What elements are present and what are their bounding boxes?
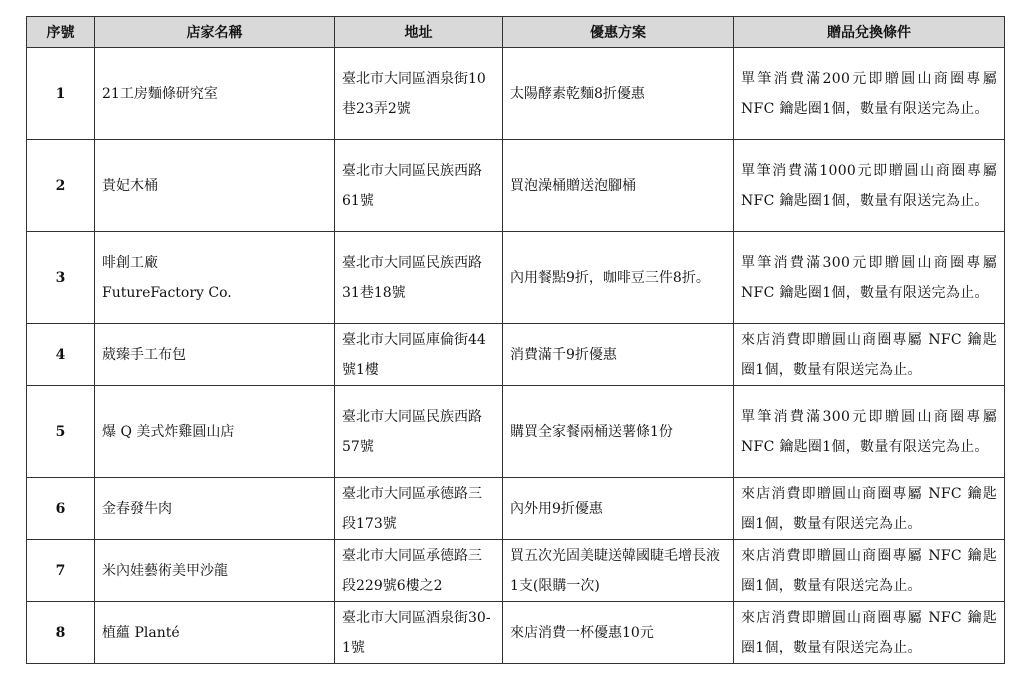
cell-address: 臺北市大同區酒泉街30-1號 [335, 602, 503, 664]
cell-address: 臺北市大同區庫倫街44號1樓 [335, 324, 503, 386]
cell-index: 7 [27, 540, 95, 602]
cell-address: 臺北市大同區承德路三段229號6樓之2 [335, 540, 503, 602]
cell-index: 8 [27, 602, 95, 664]
cell-shop-name: 植蘊 Planté [95, 602, 335, 664]
cell-index: 6 [27, 478, 95, 540]
table-header [27, 17, 1005, 48]
cell-address: 臺北市大同區民族西路61號 [335, 140, 503, 232]
table-row [27, 602, 1005, 664]
cell-redeem-condition: 單筆消費滿300元即贈圓山商圈專屬 NFC 鑰匙圈1個，數量有限送完為止。 [734, 232, 1005, 324]
cell-offer: 太陽酵素乾麵8折優惠 [503, 48, 734, 140]
cell-redeem-condition: 來店消費即贈圓山商圈專屬 NFC 鑰匙圈1個，數量有限送完為止。 [734, 540, 1005, 602]
cell-shop-name [95, 232, 335, 324]
cell-shop-name: 葳臻手工布包 [95, 324, 335, 386]
table-row [27, 232, 1005, 324]
cell-redeem-condition: 來店消費即贈圓山商圈專屬 NFC 鑰匙圈1個，數量有限送完為止。 [734, 602, 1005, 664]
cell-offer: 內用餐點9折，咖啡豆三件8折。 [503, 232, 734, 324]
header-redeem-condition: 贈品兌換條件 [734, 17, 1005, 48]
cell-redeem-condition: 單筆消費滿1000元即贈圓山商圈專屬 NFC 鑰匙圈1個，數量有限送完為止。 [734, 140, 1005, 232]
cell-shop-name: 貴妃木桶 [95, 140, 335, 232]
cell-shop-name: 金春發牛肉 [95, 478, 335, 540]
cell-offer: 買泡澡桶贈送泡腳桶 [503, 140, 734, 232]
cell-shop-name: 米內娃藝術美甲沙龍 [95, 540, 335, 602]
shop-name-line: FutureFactory Co. [102, 284, 232, 301]
cell-offer: 來店消費一杯優惠10元 [503, 602, 734, 664]
cell-shop-name: 爆 Q 美式炸雞圓山店 [95, 386, 335, 478]
cell-index: 2 [27, 140, 95, 232]
cell-redeem-condition: 單筆消費滿200元即贈圓山商圈專屬 NFC 鑰匙圈1個，數量有限送完為止。 [734, 48, 1005, 140]
table-row [27, 140, 1005, 232]
table-row [27, 324, 1005, 386]
cell-address: 臺北市大同區民族西路57號 [335, 386, 503, 478]
cell-address: 臺北市大同區酒泉街10巷23弄2號 [335, 48, 503, 140]
header-offer: 優惠方案 [503, 17, 734, 48]
cell-offer: 內外用9折優惠 [503, 478, 734, 540]
header-row [27, 17, 1005, 48]
table-row [27, 48, 1005, 140]
cell-index: 5 [27, 386, 95, 478]
table-row [27, 478, 1005, 540]
cell-shop-name: 21工房麵條研究室 [95, 48, 335, 140]
header-address: 地址 [335, 17, 503, 48]
header-index: 序號 [27, 17, 95, 48]
cell-address: 臺北市大同區民族西路31巷18號 [335, 232, 503, 324]
cell-redeem-condition: 來店消費即贈圓山商圈專屬 NFC 鑰匙圈1個，數量有限送完為止。 [734, 324, 1005, 386]
cell-offer: 買五次光固美睫送韓國睫毛增長液1支(限購一次) [503, 540, 734, 602]
cell-address: 臺北市大同區承德路三段173號 [335, 478, 503, 540]
promo-table [26, 16, 1005, 664]
shop-name-line: 啡創工廠 [102, 254, 158, 271]
cell-redeem-condition: 單筆消費滿300元即贈圓山商圈專屬 NFC 鑰匙圈1個，數量有限送完為止。 [734, 386, 1005, 478]
cell-offer: 購買全家餐兩桶送薯條1份 [503, 386, 734, 478]
cell-redeem-condition: 來店消費即贈圓山商圈專屬 NFC 鑰匙圈1個，數量有限送完為止。 [734, 478, 1005, 540]
table-row [27, 540, 1005, 602]
cell-index: 4 [27, 324, 95, 386]
header-shop-name: 店家名稱 [95, 17, 335, 48]
cell-index: 3 [27, 232, 95, 324]
cell-offer: 消費滿千9折優惠 [503, 324, 734, 386]
table-body [27, 48, 1005, 664]
cell-index: 1 [27, 48, 95, 140]
table-row [27, 386, 1005, 478]
